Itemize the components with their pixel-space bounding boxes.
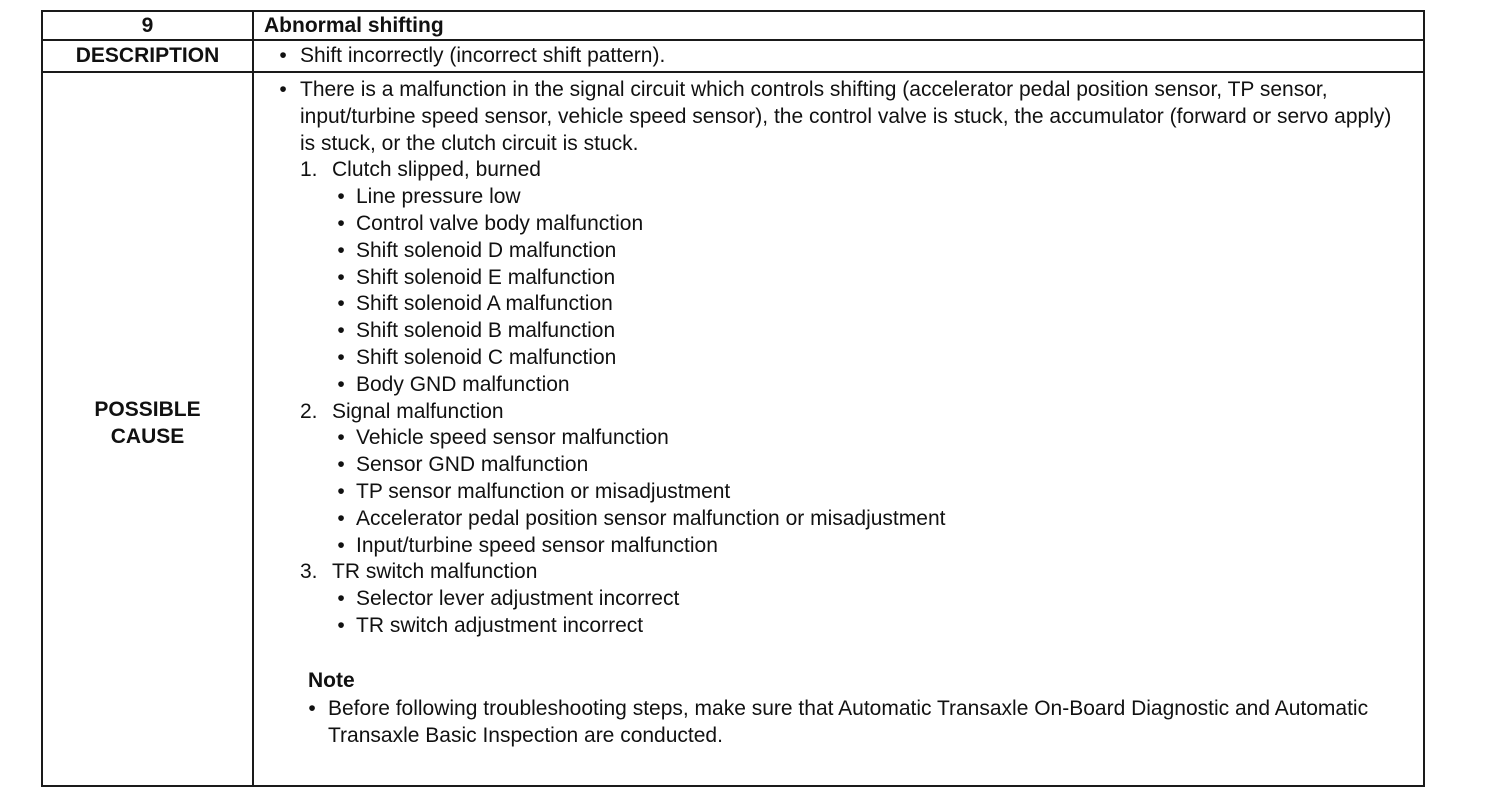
list-item-text: TR switch adjustment incorrect bbox=[356, 613, 644, 637]
possible-cause-label-line2: CAUSE bbox=[110, 425, 185, 448]
possible-cause-row bbox=[42, 72, 1424, 786]
list-item-text: Shift solenoid C malfunction bbox=[356, 345, 617, 369]
list-item-text: Shift solenoid B malfunction bbox=[356, 319, 616, 343]
group-number: 1. bbox=[300, 158, 318, 182]
list-item bbox=[326, 238, 1403, 265]
header-row bbox=[42, 11, 1424, 40]
bullet-icon: • bbox=[337, 453, 345, 477]
note-item bbox=[296, 696, 1403, 750]
item-title: Abnormal shifting bbox=[253, 11, 1424, 40]
list-item-text: Shift solenoid E malfunction bbox=[356, 265, 616, 289]
bullet-icon: • bbox=[337, 506, 345, 530]
group-title: Signal malfunction bbox=[332, 399, 504, 423]
bullet-icon: • bbox=[308, 696, 316, 720]
description-item bbox=[266, 41, 1423, 71]
list-item-text: Vehicle speed sensor malfunction bbox=[356, 426, 669, 450]
cause-intro bbox=[266, 77, 1403, 157]
note-text: Before following troubleshooting steps, make sure that Automatic Transaxle On-Board Diagnostic and Automatic Transaxle Basic Inspection are conducted. bbox=[328, 696, 1369, 747]
group-title: TR switch malfunction bbox=[332, 560, 538, 584]
description-content bbox=[253, 40, 1424, 72]
list-item bbox=[326, 318, 1403, 345]
list-item-text: Shift solenoid D malfunction bbox=[356, 238, 617, 262]
group-number: 3. bbox=[300, 560, 318, 584]
cause-group-3 bbox=[266, 559, 1403, 586]
possible-cause-label-line1: POSSIBLE bbox=[94, 398, 201, 421]
bullet-icon: • bbox=[337, 587, 345, 611]
item-number: 9 bbox=[42, 11, 253, 40]
bullet-icon: • bbox=[337, 319, 345, 343]
possible-cause-content bbox=[253, 72, 1424, 786]
group-number: 2. bbox=[300, 399, 318, 423]
bullet-icon: • bbox=[337, 372, 345, 396]
list-item bbox=[326, 613, 1403, 640]
bullet-icon: • bbox=[337, 292, 345, 316]
list-item-text: TP sensor malfunction or misadjustment bbox=[356, 479, 731, 503]
list-item bbox=[326, 211, 1403, 238]
bullet-icon: • bbox=[337, 211, 345, 235]
bullet-icon: • bbox=[337, 238, 345, 262]
cause-group-2 bbox=[266, 399, 1403, 426]
list-item bbox=[326, 506, 1403, 533]
group-title: Clutch slipped, burned bbox=[332, 158, 541, 182]
description-text: Shift incorrectly (incorrect shift pattern). bbox=[300, 44, 666, 67]
list-item bbox=[326, 533, 1403, 560]
bullet-icon: • bbox=[337, 426, 345, 450]
list-item bbox=[326, 184, 1403, 211]
bullet-icon: • bbox=[337, 479, 345, 503]
list-item bbox=[326, 479, 1403, 506]
list-item-text: Sensor GND malfunction bbox=[356, 453, 589, 477]
bullet-icon: • bbox=[337, 265, 345, 289]
list-item-text: Control valve body malfunction bbox=[356, 211, 644, 235]
list-item bbox=[326, 345, 1403, 372]
list-item-text: Accelerator pedal position sensor malfunction or misadjustment bbox=[356, 506, 946, 530]
list-item bbox=[326, 265, 1403, 292]
note-block bbox=[266, 666, 1403, 750]
list-item-text: Line pressure low bbox=[356, 185, 521, 209]
cause-group-1 bbox=[266, 157, 1403, 184]
cause-group-1-items bbox=[266, 184, 1403, 398]
list-item-text: Shift solenoid A malfunction bbox=[356, 292, 613, 316]
list-item bbox=[326, 372, 1403, 399]
list-item-text: Body GND malfunction bbox=[356, 372, 570, 396]
list-item bbox=[326, 452, 1403, 479]
troubleshooting-table bbox=[41, 10, 1425, 787]
list-item bbox=[326, 291, 1403, 318]
possible-cause-label bbox=[42, 72, 253, 786]
cause-group-2-items bbox=[266, 425, 1403, 559]
bullet-icon: • bbox=[337, 533, 345, 557]
bullet-icon: • bbox=[337, 613, 345, 637]
list-item-text: Input/turbine speed sensor malfunction bbox=[356, 533, 718, 557]
bullet-icon: • bbox=[337, 185, 345, 209]
cause-intro-text: There is a malfunction in the signal circuit which controls shifting (accelerator pedal position sensor, TP sensor, input/turbine speed sensor, vehicle speed sensor), the control valve is stuck, the accumulator (forward or servo apply) is stuck, or the clutch circuit is stuck. bbox=[300, 78, 1392, 155]
bullet-icon: • bbox=[337, 345, 345, 369]
description-label: DESCRIPTION bbox=[42, 40, 253, 72]
bullet-icon: • bbox=[279, 78, 287, 101]
list-item bbox=[326, 425, 1403, 452]
bullet-icon: • bbox=[279, 44, 287, 67]
description-row bbox=[42, 40, 1424, 72]
note-title: Note bbox=[308, 668, 355, 692]
list-item bbox=[326, 586, 1403, 613]
list-item-text: Selector lever adjustment incorrect bbox=[356, 587, 680, 611]
cause-group-3-items bbox=[266, 586, 1403, 640]
